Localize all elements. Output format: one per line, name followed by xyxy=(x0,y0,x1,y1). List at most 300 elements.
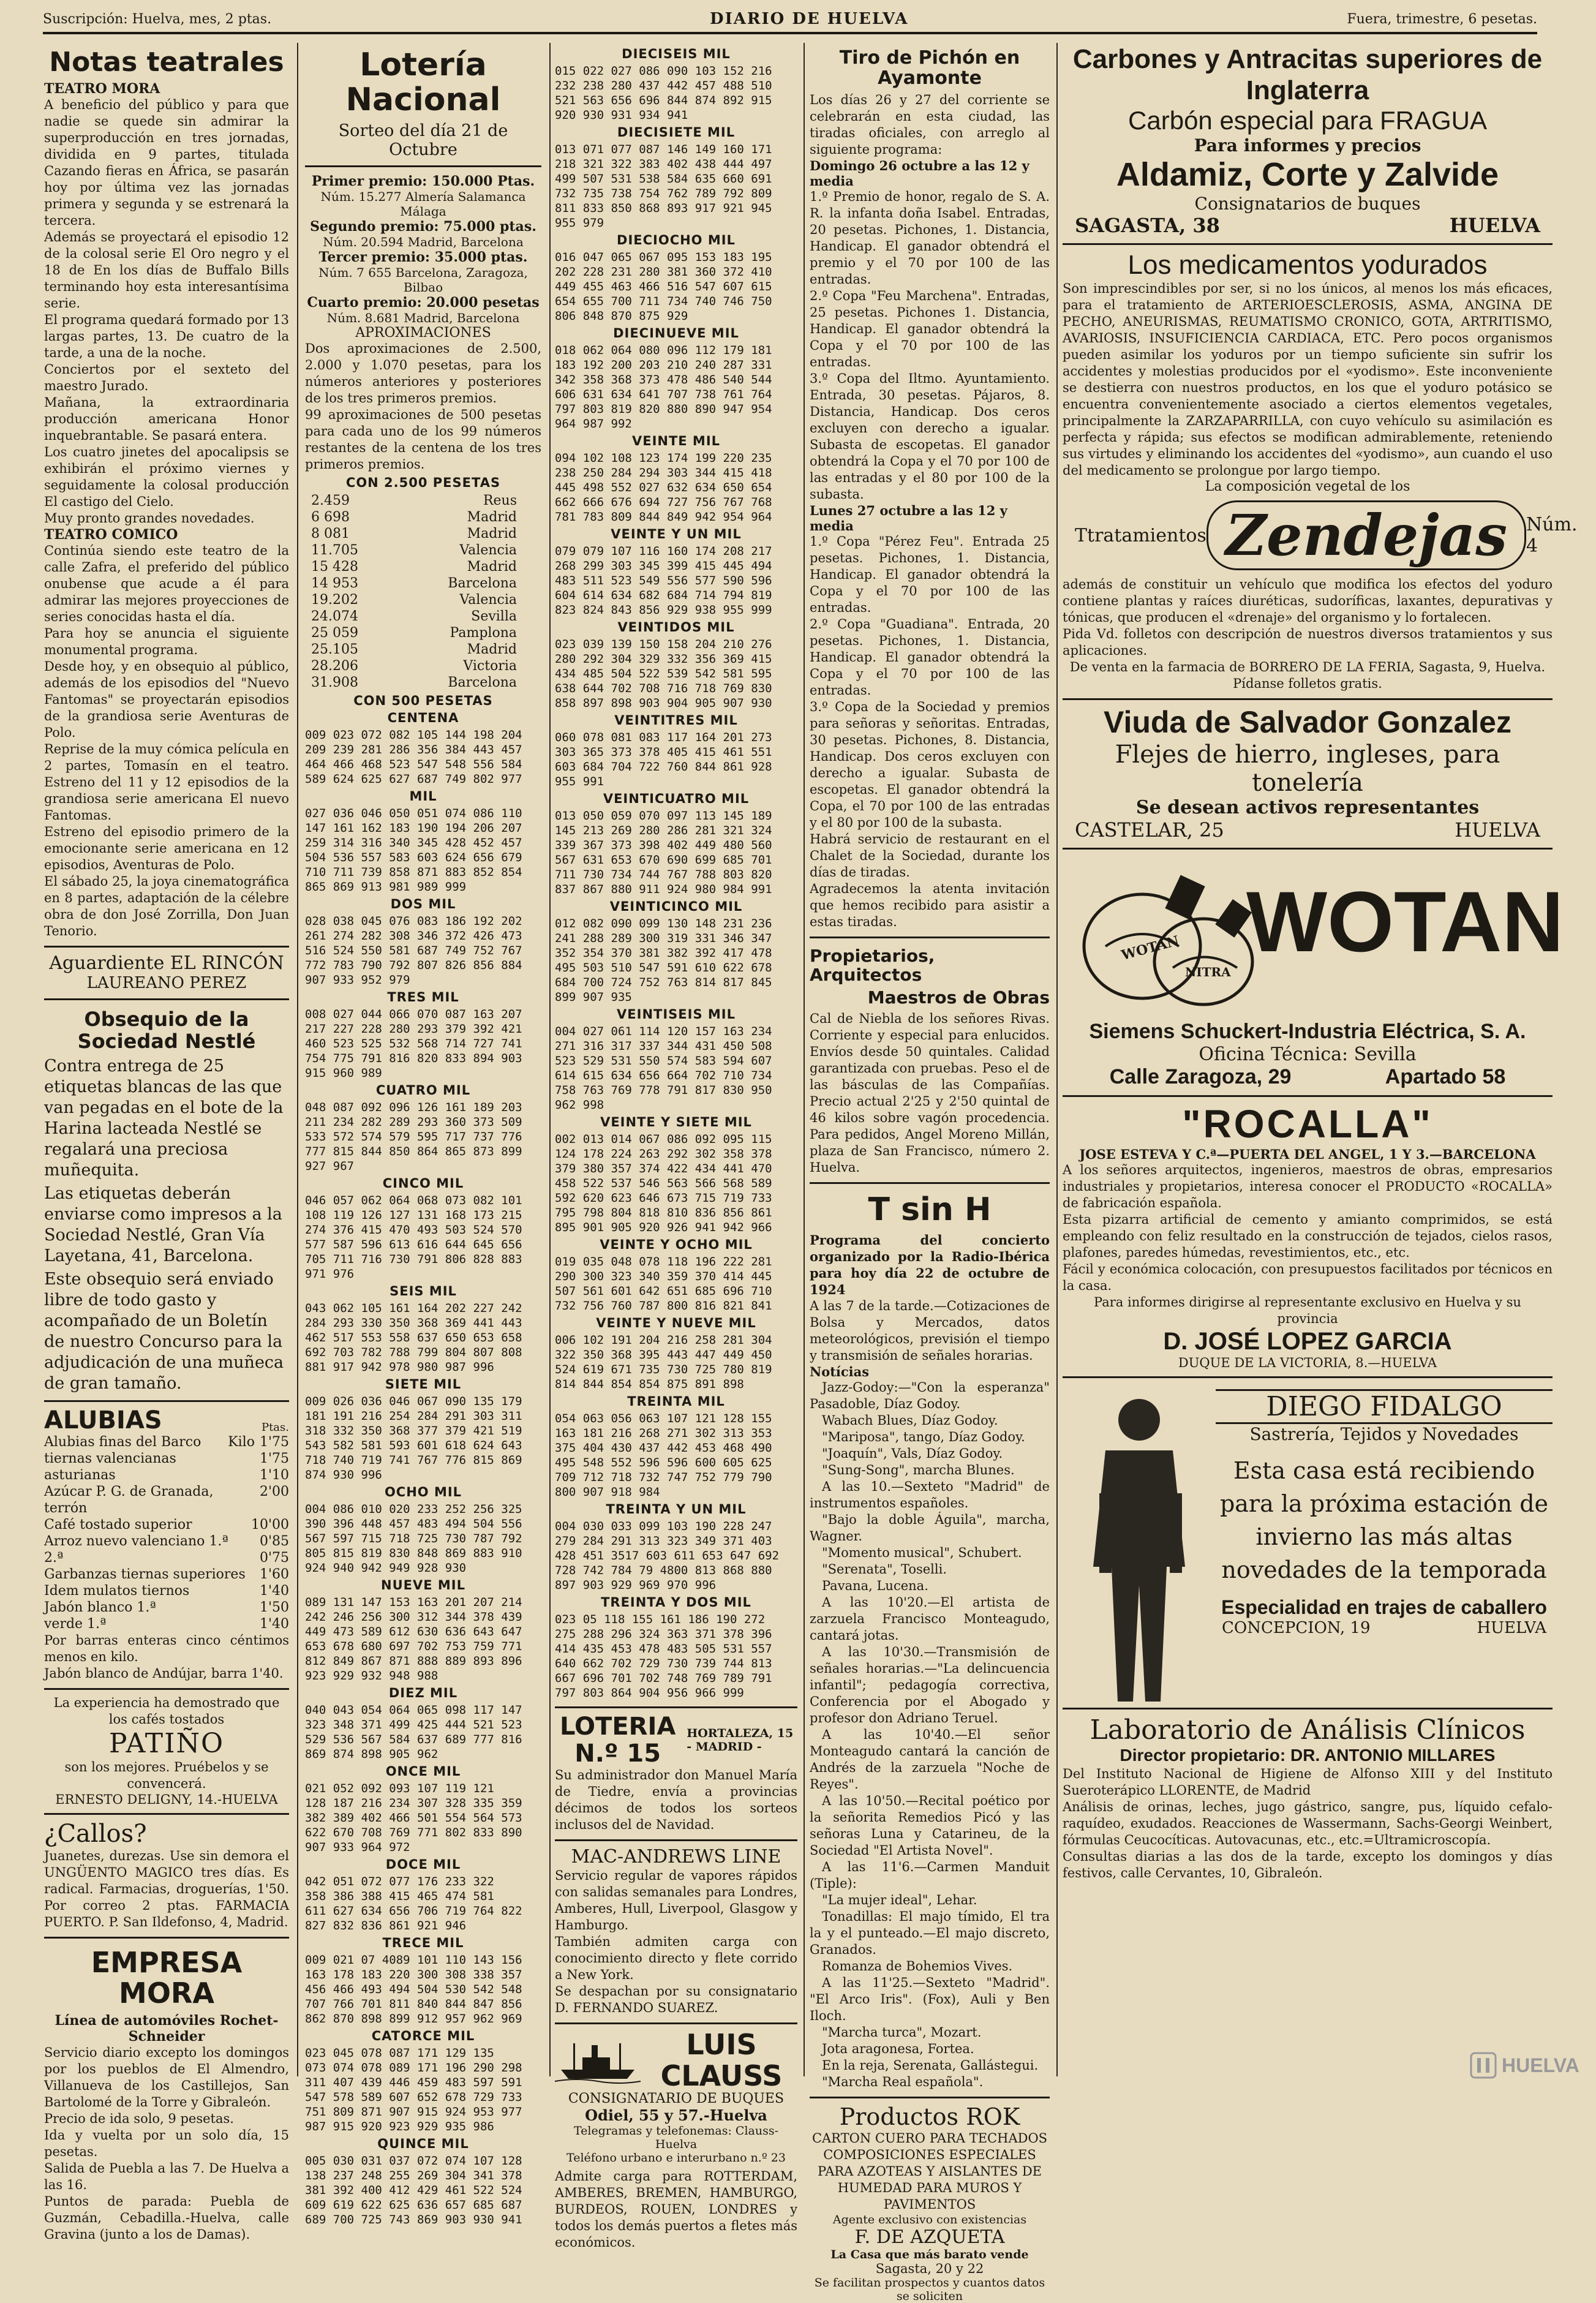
patino-brand: PATIÑO xyxy=(108,1727,225,1759)
price-row xyxy=(44,1583,289,1599)
c2500-city: Valencia xyxy=(459,592,517,608)
yodurados-title: Los medicamentos yodurados xyxy=(1127,250,1488,281)
alubias-note: Por barras enteras cinco céntimos menos en kilo. xyxy=(44,1632,289,1664)
callos-text: Juanetes, durezas. Use sin demora el UNGÜENTO MAGICO tres días. Es radical. Farmacias, droguerías, 1'50. Por correo 2 ptas. FARMACIA PUERTO. P. San Ildefonso, 4, Madrid. xyxy=(44,1848,289,1929)
lottery-group-title: VEINTE MIL xyxy=(631,434,721,448)
lottery-group-numbers: 079 079 107 116 160 174 208 217 268 299 303 345 399 415 445 494 483 511 523 549 556 577 590 596 604 614 634 682 684 714 794 819 823 824 843 856 929 938 955 999 xyxy=(555,545,772,617)
lottery-group-title: CATORCE MIL xyxy=(371,2029,475,2044)
carbones-ad xyxy=(1063,44,1553,237)
nestle-paragraph: Las etiquetas deberán enviarse como impresos a la Sociedad Nestlé, Gran Vía Layetana, 41, Barcelona. xyxy=(44,1183,282,1265)
laboratorio-director: Director propietario: DR. ANTONIO MILLARES xyxy=(1120,1746,1496,1765)
tsh-item: "Serenata", Toselli. xyxy=(822,1561,947,1577)
lottery-group-title: OCHO MIL xyxy=(384,1485,462,1500)
c2500-number: 28.206 xyxy=(311,658,358,674)
carbones-company: Aldamiz, Corte y Zalvide xyxy=(1116,156,1499,194)
lottery-group-numbers: 021 052 092 093 107 119 121 128 187 216 234 307 328 335 359 382 389 402 466 501 554 564 573 622 670 708 769 771 802 833 890 907 933 964 972 xyxy=(305,1782,522,1855)
lottery-group-numbers: 004 086 010 020 233 252 256 325 390 396 448 457 483 494 504 556 567 597 715 718 725 730 787 792 805 815 819 830 848 869 883 910 924 940 942 949 928 930 xyxy=(305,1502,522,1575)
rocalla-paragraph: Esta pizarra artificial de cemento y amianto comprimidos, se está empleando con feliz resultado en la construcción de tejados, cielos rasos, plafones, paredes húmedas, revestimientos, etc., etc. xyxy=(1063,1212,1553,1261)
price-value: 1'75 xyxy=(259,1450,289,1466)
c2500-row xyxy=(305,608,541,625)
lottery-group-numbers: 040 043 054 064 065 098 117 147 323 348 371 499 425 444 521 523 529 536 567 584 637 689 777 816 869 874 898 905 962 xyxy=(305,1703,522,1762)
lottery-group-title: DIEZ MIL xyxy=(388,1686,458,1701)
c2500-number: 14 953 xyxy=(311,576,358,592)
price-value: 10'00 xyxy=(250,1517,289,1532)
prize-label: Tercer premio: 35.000 ptas. xyxy=(318,249,528,266)
c2500-row xyxy=(305,658,541,674)
nestle-paragraph: Contra entrega de 25 etiquetas blancas de las que van pegadas en el bote de la Harina lacteada Nestlé se regalará una preciosa muñequita. xyxy=(44,1056,284,1180)
c2500-number: 25 059 xyxy=(311,625,358,641)
lottery-group-title: TRES MIL xyxy=(387,990,459,1005)
price-item: Azúcar P. G. de Granada, terrón xyxy=(44,1483,214,1516)
tsh-heading: Notícias xyxy=(810,1363,870,1379)
lottery-group-title: SIETE MIL xyxy=(385,1377,462,1392)
lottery-group-numbers: 019 035 048 078 118 196 222 281 290 300 323 340 359 370 414 445 507 561 601 642 651 685 696 710 732 756 760 787 800 816 821 841 xyxy=(555,1255,772,1313)
price-row xyxy=(44,1566,289,1583)
lottery-group-numbers: 089 131 147 153 163 201 207 214 242 246 256 300 312 344 378 439 449 473 589 612 630 636 643 647 653 678 680 697 702 753 759 771 812 849 867 871 888 889 893 896 923 929 932 948 988 xyxy=(305,1596,522,1683)
prize-text: Núm. 15.277 Almería Salamanca Málaga xyxy=(320,189,526,219)
c500-title: CON 500 PESETAS xyxy=(353,693,493,709)
price-row xyxy=(44,1599,289,1616)
tiro-paragraph: Los días 26 y 27 del corriente se celebrarán en esta ciudad, las tiradas oficiales, con arreglo al siguiente programa: xyxy=(810,92,1050,157)
empresa-mora-sub: Línea de automóviles Rochet-Schneider xyxy=(55,2012,279,2045)
notas-teatrales-title: Notas teatrales xyxy=(49,47,284,78)
tsh-item: Jazz-Godoy:—"Con la esperanza" Pasadoble, Díaz Godoy. xyxy=(810,1379,1050,1411)
lottery-group-title: VEINTISEIS MIL xyxy=(617,1007,736,1022)
fidalgo-title: DIEGO FIDALGO xyxy=(1216,1389,1553,1424)
column-rule xyxy=(1056,43,1058,2076)
c2500-row xyxy=(305,625,541,641)
c2500-row xyxy=(305,641,541,658)
clauss-sub: CONSIGNATARIO DE BUQUES xyxy=(568,2091,785,2107)
lottery-group-numbers: 009 023 072 082 105 144 198 204 209 239 281 286 356 384 443 457 464 466 468 523 547 548 556 584 589 624 625 627 687 749 802 977 xyxy=(305,728,522,786)
callos-title: ¿Callos? xyxy=(44,1819,147,1848)
clauss-address: Odiel, 55 y 57.-Huelva xyxy=(585,2106,767,2125)
tiro-title: Tiro de Pichón en Ayamonte xyxy=(839,47,1020,89)
yodurados-comp: La composición vegetal de los xyxy=(1205,479,1410,495)
price-row xyxy=(44,1450,289,1467)
lottery-group-title: VEINTITRES MIL xyxy=(614,713,738,728)
notas-paragraph: Reprise de la muy cómica película en 2 partes, Tomasín en el teatro. Estreno del 11 y 12 episodios de la grandiosa serie americana El nuevo Fantomas. xyxy=(44,742,289,823)
c2500-list xyxy=(305,492,541,691)
propietarios-text: Cal de Niebla de los señores Rivas. Corriente y especial para enlucidos. Envíos desde 50 quintales. Calidad garantizada con pruebas. Peso el de las básculas de las Compañías. Precio actual 2'25 y 2'50 quintal de 46 kilos sobre vagón procedencia. Para pedidos, Angel Moreno Millán, plaza de San Francisco, número 2. Huelva. xyxy=(810,1011,1050,1175)
rocalla-sub: JOSE ESTEVA Y C.ª—PUERTA DEL ANGEL, 1 Y 3.—BARCELONA xyxy=(1079,1147,1536,1163)
tiro-paragraph: 2.º Copa "Feu Marchena". Entradas, 25 pesetas. Pichones 1. Distancia, Handicap. El ganador obtendrá la Copa y el 70 por 100 de las entradas. xyxy=(810,288,1050,369)
c2500-city: Madrid xyxy=(467,559,517,575)
tsh-item: Romanza de Bohemios Vives. xyxy=(822,1958,1013,1973)
tsh-item: A las 10'40.—El señor Monteagudo cantará la canción de Andrés de la zarzuela "Noche de Reyes". xyxy=(810,1727,1050,1792)
nestle-title: Obsequio de la Sociedad Nestlé xyxy=(77,1008,256,1053)
mac-andrews-title: MAC-ANDREWS LINE xyxy=(571,1846,781,1868)
clauss-text: Admite carga para ROTTERDAM, AMBERES, BREMEN, HAMBURGO, BURDEOS, ROUEN, LONDRES y todos los demás puertos a fletes más económicos. xyxy=(555,2169,797,2250)
lottery-group-numbers: 002 013 014 067 086 092 095 115 124 178 224 263 292 302 358 378 379 380 357 374 422 434 441 470 458 522 537 546 563 566 568 589 592 620 623 646 673 715 719 733 795 798 804 818 810 836 856 861 895 901 905 920 926 941 942 966 xyxy=(555,1133,772,1234)
lottery-group-title: ONCE MIL xyxy=(385,1764,461,1779)
teatro-comico-heading: TEATRO COMICO xyxy=(44,527,178,543)
price-row xyxy=(44,1483,289,1517)
price-unit: Kilo xyxy=(228,1434,255,1450)
c2500-number: 25.105 xyxy=(311,642,358,658)
price-item: 2.ª xyxy=(44,1550,64,1566)
nestle-paragraph: Este obsequio será enviado libre de todo gasto y acompañado de un Boletín de nuestro Concurso para la adjudicación de una muñeca de gran tamaño. xyxy=(44,1269,284,1393)
clauss-telegrams: Telegramas y telefonemas: Clauss-Huelva xyxy=(573,2124,779,2152)
lottery-group-title: CUATRO MIL xyxy=(375,1083,471,1098)
tiro-paragraph: 2.º Copa "Guadiana". Entrada, 20 pesetas. Pichones, 1. Distancia, Handicap. El ganador obtendrá la Copa y el 70 por 100 de las entradas. xyxy=(810,617,1050,698)
wotan-ad xyxy=(1063,848,1564,1089)
viuda-sub2: Se desean activos representantes xyxy=(1135,796,1480,818)
c2500-row xyxy=(305,526,541,542)
alubias-title: ALUBIAS xyxy=(44,1406,162,1434)
tsh-item: A las 10.—Sexteto "Madrid" de instrumentos españoles. xyxy=(810,1479,1050,1510)
lottery-group-title: TRECE MIL xyxy=(382,1936,464,1951)
notas-paragraph: Estreno del episodio primero de la emocionante serie americana en 12 episodios, Aventuras de Polo. xyxy=(44,824,289,873)
lottery-group-numbers: 023 05 118 155 161 186 190 272 275 288 296 324 363 371 378 396 414 435 453 478 483 505 531 557 640 662 702 729 730 739 744 813 667 696 701 702 748 769 789 791 797 803 864 904 956 966 999 xyxy=(555,1613,772,1700)
c2500-row xyxy=(305,559,541,575)
column-rule xyxy=(549,43,551,2076)
fidalgo-text: Esta casa está recibiendo para la próxima estación de invierno las más altas novedades de la temporada xyxy=(1219,1457,1549,1584)
price-value: 1'60 xyxy=(259,1566,289,1582)
rok-title: Productos ROK xyxy=(839,2103,1020,2130)
loteria-sub: Sorteo del día 21 de Octubre xyxy=(338,121,508,160)
tiro-paragraph: 3.º Copa de la Sociedad y premios para señoras y señoritas. Entradas, 30 pesetas. Pichones, 8. Distancia, Handicap. Dos ceros excluyen con derecho a igualar. Subasta de escopetas. El ganador obtendrá la Copa, el 70 por 100 de las entradas y el 80 por 100 de la subasta. xyxy=(810,699,1050,830)
c2500-row xyxy=(305,575,541,592)
wotan-office: Oficina Técnica: Sevilla xyxy=(1199,1043,1417,1065)
rocalla-agent: D. JOSÉ LOPEZ GARCIA xyxy=(1163,1328,1452,1355)
viuda-address: CASTELAR, 25 xyxy=(1075,818,1224,842)
tsh-item: En la reja, Serenata, Gallástegui. xyxy=(822,2057,1039,2073)
price-value: 1'40 xyxy=(259,1616,289,1632)
price-row xyxy=(44,1467,289,1483)
c2500-row xyxy=(305,509,541,526)
price-item: Alubias finas del Barco xyxy=(44,1434,201,1450)
aguardiente-title: Aguardiente EL RINCÓN xyxy=(49,952,284,974)
tsh-item: "Marcha Real española". xyxy=(822,2074,984,2089)
lottery-group-numbers: 094 102 108 123 174 199 220 235 238 250 284 294 303 344 415 418 445 498 552 027 632 634 650 654 662 666 676 694 727 756 767 768 781 783 809 844 849 942 954 964 xyxy=(555,451,772,524)
lottery-group-title: DIECINUEVE MIL xyxy=(613,326,739,341)
c2500-city: Victoria xyxy=(463,658,517,674)
alubias-jabon: Jabón blanco de Andújar, barra 1'40. xyxy=(44,1665,284,1681)
notas-paragraph: Conciertos por el sexteto del maestro Jurado. xyxy=(44,362,289,394)
prize-text: Núm. 20.594 Madrid, Barcelona xyxy=(323,235,524,250)
prize-text: Núm. 8.681 Madrid, Barcelona xyxy=(326,311,520,326)
laboratorio-ad xyxy=(1063,1708,1553,1881)
lottery-group-numbers: 054 063 056 063 107 121 128 155 163 181 216 268 271 302 313 353 375 404 430 437 442 453 468 490 495 548 552 596 596 600 605 625 709 712 718 732 747 752 779 790 800 907 918 984 xyxy=(555,1412,772,1499)
alubias-unit: Ptas. xyxy=(261,1420,289,1434)
c2500-city: Barcelona xyxy=(448,576,517,592)
patino-text: son los mejores. Pruébelos y se convencerá. xyxy=(64,1759,269,1791)
yodurados-text: Son imprescindibles por ser, si no los únicos, al menos los más eficaces, para el tratamiento de ARTERIOESCLEROSIS, ASMA, ANGINA DE PECHO, ANEURISMAS, REUMATISMO CRONICO, GOTA, ARTRITISMO, AVARIOSIS, INSUFICIENCIA CARDIACA, ETC. Pero pocos organismos pueden asimilar los yoduros por un tiempo suficiente sin sufrir los accidentes y molestias producidos por el «yodismo». Este inconveniente se destierra con nuestros productos, en los que el yoduro potásico se encuentra convenientemente asociado a ciertos elementos vegetales, principalmente la ZARZAPARRILLA, con cuyo vehículo su asimilación es perfecta y rápida; sus efectos se modifican admirablemente, reteniendo sus virtudes y eliminando los accidentes del «yodismo», aun cuando el uso del medicamento se prolongue por largo tiempo. xyxy=(1063,281,1553,478)
alubias-ad xyxy=(44,1400,289,1682)
wotan-address: Calle Zaragoza, 29 xyxy=(1109,1065,1292,1088)
c2500-city: Valencia xyxy=(459,543,517,559)
prize-label: Segundo premio: 75.000 ptas. xyxy=(310,219,536,235)
c2500-number: 6 698 xyxy=(311,510,350,526)
tsh-title: T sin H xyxy=(868,1191,992,1229)
viuda-city: HUELVA xyxy=(1455,818,1540,842)
rok-slogan: La Casa que más barato vende xyxy=(830,2247,1029,2261)
price-item: Garbanzas tiernas superiores xyxy=(44,1566,246,1582)
wotan-lamp-label2: NITRA xyxy=(1185,964,1231,979)
tsh-item: A las 10'30.—Transmisión de señales horarias.—"La delincuencia infantil"; pedagogía correctiva, Conferencia por el Abogado y profesor don Adriano Teruel. xyxy=(810,1644,1050,1725)
tsh-item: "Momento musical", Schubert. xyxy=(822,1545,1022,1560)
empresa-paragraph: Salida de Puebla a las 7. De Huelva a las 16. xyxy=(44,2160,289,2192)
notas-paragraph: Para hoy se anuncia el siguiente monumental programa. xyxy=(44,626,289,658)
tsh-sub: Programa del concierto organizado por la Radio-Ibérica para hoy día 22 de octubre de 1924 xyxy=(810,1232,1050,1297)
tsh-item: "Marcha turca", Mozart. xyxy=(822,2024,982,2040)
column-1 xyxy=(44,44,289,2242)
lottery-group-numbers: 012 082 090 099 130 148 231 236 241 288 289 300 319 331 346 347 352 354 370 381 382 392 417 478 495 503 510 547 591 610 622 678 684 700 724 752 763 814 817 845 899 907 935 xyxy=(555,917,772,1004)
fidalgo-sub: Sastrería, Tejidos y Novedades xyxy=(1249,1424,1519,1445)
yodurados-text3: Pida Vd. folletos con descripción de nuestros diversos tratamientos y sus aplicaciones. xyxy=(1063,627,1553,658)
archive-logo-icon xyxy=(1470,2052,1497,2079)
loteria15-title: LOTERIA N.º 15 xyxy=(559,1713,676,1768)
empresa-mora-ad xyxy=(44,1937,289,2243)
lottery-group-title: NUEVE MIL xyxy=(381,1578,465,1593)
lottery-group-numbers: 013 050 059 070 097 113 145 189 145 213 269 280 286 281 321 324 339 367 373 398 402 449 480 560 567 631 653 670 690 699 685 701 711 730 734 744 767 788 803 820 837 867 880 911 924 980 984 991 xyxy=(555,809,772,896)
column-rule xyxy=(297,43,298,2076)
lottery-group-title: VEINTE Y OCHO MIL xyxy=(600,1237,753,1252)
gentleman-figure-icon xyxy=(1063,1383,1210,1702)
tsh-item: "Mariposa", tango, Díaz Godoy. xyxy=(822,1429,1025,1444)
c2500-number: 24.074 xyxy=(311,609,358,625)
patino-address: ERNESTO DELIGNY, 14.-HUELVA xyxy=(55,1792,278,1807)
watermark-text: HUELVA xyxy=(1502,2054,1579,2076)
carbones-city: HUELVA xyxy=(1449,214,1540,238)
c2500-number: 2.459 xyxy=(311,493,350,509)
lottery-group-numbers: 005 030 031 037 072 074 107 128 138 237 248 255 269 304 341 378 381 392 400 412 429 461 522 524 609 619 622 625 636 657 685 687 689 700 725 743 869 903 930 941 xyxy=(305,2154,522,2227)
teatro-mora-heading: TEATRO MORA xyxy=(44,81,160,97)
tsh-item: Jota aragonesa, Fortea. xyxy=(822,2041,974,2056)
laboratorio-paragraph: Consultas diarias a las dos de la tarde, excepto los domingos y días festivos, calle Cervantes, 10, Gibraleón. xyxy=(1063,1849,1553,1880)
tiro-paragraph: 3.º Copa del Iltmo. Ayuntamiento. Entrada, 30 pesetas. Pájaros, 8. Distancia, Handicap. Dos ceros excluyen con derecho a igualar. Subasta de escopetas. El ganador obtendrá la Copa y el 70 por 100 de las entradas y el 80 por 100 de la subasta. xyxy=(810,371,1050,502)
c2500-city: Reus xyxy=(483,493,517,509)
mac-andrews-ad xyxy=(555,1839,797,2016)
lottery-group-numbers: 004 027 061 114 120 157 163 234 271 316 317 337 344 431 450 508 523 529 531 550 574 583 594 607 614 615 634 656 664 702 710 734 758 763 769 778 791 817 830 950 962 998 xyxy=(555,1025,772,1112)
aguardiente-ad xyxy=(44,946,289,992)
c2500-number: 31.908 xyxy=(311,675,358,691)
lottery-group-numbers: 028 038 045 076 083 186 192 202 261 274 282 308 346 372 426 473 516 524 550 581 687 749 752 767 772 783 790 792 807 826 856 884 907 933 952 979 xyxy=(305,914,522,987)
column-5 xyxy=(1063,44,1578,2078)
price-value: 0'75 xyxy=(259,1550,289,1566)
aprox-title: APROXIMACIONES xyxy=(355,325,491,341)
viuda-sub: Flejes de hierro, ingleses, para tonelería xyxy=(1115,740,1500,797)
rok-address: Sagasta, 20 y 22 xyxy=(875,2261,984,2276)
carbones-role: Consignatarios de buques xyxy=(1194,194,1421,214)
c2500-city: Madrid xyxy=(467,526,517,542)
price-value: 1'75 xyxy=(259,1434,289,1450)
masthead-rates: Fuera, trimestre, 6 pesetas. xyxy=(1347,11,1537,27)
c2500-city: Sevilla xyxy=(471,609,517,625)
lottery-group-numbers: 013 071 077 087 146 149 160 171 218 321 322 383 402 438 444 497 499 507 531 538 584 635 660 691 732 735 738 754 762 789 792 809 811 833 850 868 893 917 921 945 955 979 xyxy=(555,143,772,230)
lottery-group-title: QUINCE MIL xyxy=(377,2136,469,2152)
notas-paragraph: A beneficio del público y para que nadie se quede sin admirar la superproducción en tres jornadas, dividida en 9 partes, titulada Cazando fieras en África, se pasarán hoy por última vez las jornadas primera y segunda y se estrenará la tercera. xyxy=(44,97,289,228)
empresa-paragraph: Precio de ida solo, 9 pesetas. xyxy=(44,2111,234,2126)
price-item: Arroz nuevo valenciano 1.ª xyxy=(44,1533,228,1549)
tsh-item: Pavana, Lucena. xyxy=(822,1578,928,1593)
propietarios-title: Propietarios, Arquitectos xyxy=(810,946,935,985)
notas-paragraph: Mañana, la extraordinaria producción americana Honor inquebrantable. Se pasará entera. xyxy=(44,395,289,443)
zendejas-number: Núm. 4 xyxy=(1526,514,1578,557)
tsh-article xyxy=(810,1182,1050,2090)
wotan-lamp-label: WOTAN xyxy=(1120,932,1181,963)
tiro-heading: Lunes 27 octubre a las 12 y media xyxy=(810,503,1007,533)
fidalgo-address: CONCEPCION, 19 xyxy=(1222,1619,1371,1638)
lottery-group-title: MIL xyxy=(409,789,437,804)
notas-paragraph: Además se proyectará el episodio 12 de la colosal serie El Oro negro y el 18 de En los días de Buffalo Bills terminando hoy esta interesantísima serie. xyxy=(44,230,289,311)
price-item: tiernas valencianas xyxy=(44,1450,176,1466)
carbones-sub: Carbón especial para FRAGUA xyxy=(1128,106,1487,135)
wotan-apartado: Apartado 58 xyxy=(1385,1065,1506,1088)
c2500-row xyxy=(305,492,541,509)
rocalla-paragraph: Para informes dirigirse al representante exclusivo en Huelva y su provincia xyxy=(1094,1295,1521,1327)
laboratorio-paragraph: Del Instituto Nacional de Higiene de Alfonso XIII y del Instituto Sueroterápico LLORENTE, de Madrid xyxy=(1063,1766,1553,1798)
lottery-group-numbers: 009 026 036 046 067 090 135 179 181 191 216 254 284 291 303 311 318 332 350 368 377 379 421 519 543 582 581 593 601 618 624 643 718 740 719 741 767 776 815 869 874 930 996 xyxy=(305,1395,522,1482)
c2500-city: Barcelona xyxy=(448,675,517,691)
lottery-group-title: DIECIOCHO MIL xyxy=(617,233,736,247)
notas-paragraph: Muy pronto grandes novedades. xyxy=(44,511,255,526)
lottery-group-numbers: 048 087 092 096 126 161 189 203 211 234 282 289 293 360 373 509 533 572 574 579 595 717 737 776 777 815 844 850 864 865 873 899 927 967 xyxy=(305,1101,522,1174)
lottery-group-numbers: 027 036 046 050 051 074 086 110 147 161 162 183 190 194 206 207 259 314 316 340 345 428 452 457 504 536 557 583 603 624 656 679 710 711 739 858 871 883 852 854 865 869 913 981 989 999 xyxy=(305,807,522,894)
lottery-group-numbers: 042 051 072 077 176 233 322 358 386 388 415 465 474 581 611 627 634 656 706 719 764 822 827 832 836 861 921 946 xyxy=(305,1875,522,1933)
archive-watermark xyxy=(1470,2052,1579,2079)
c2500-city: Madrid xyxy=(467,510,517,526)
tsh-item: Tonadillas: El majo tímido, El tra la y el punteado.—El majo discreto, Granados. xyxy=(810,1909,1050,1957)
price-list xyxy=(44,1434,289,1632)
rocalla-paragraph: Fácil y económica colocación, con presupuestos facilitados por técnicos en la casa. xyxy=(1063,1262,1553,1294)
yodurados-text4: De venta en la farmacia de BORRERO DE LA FERIA, Sagasta, 9, Huelva. xyxy=(1069,660,1546,675)
price-row xyxy=(44,1616,289,1632)
carbones-info: Para informes y precios xyxy=(1194,135,1421,156)
price-item: verde 1.ª xyxy=(44,1616,107,1632)
price-value: 1'10 xyxy=(259,1467,289,1483)
clauss-phone: Teléfono urbano e interurbano n.º 23 xyxy=(567,2151,786,2165)
tsh-list xyxy=(810,1379,1050,2090)
lottery-group-numbers: 004 030 033 099 103 190 228 247 279 284 291 313 323 349 371 403 428 451 3517 603 611 653 647 692 728 742 784 79 4800 813 868 880 897 903 929 969 970 996 xyxy=(555,1520,780,1592)
tsh-item: A las 11'6.—Carmen Manduit (Tiple): xyxy=(810,1859,1050,1891)
price-value: 1'50 xyxy=(259,1599,289,1615)
notas-paragraph: Los cuatro jinetes del apocalipsis se exhibirán el próximo viernes y seguidamente la colosal producción El castigo del Cielo. xyxy=(44,445,289,510)
lottery-groups xyxy=(555,47,797,1700)
ship-icon xyxy=(555,2036,641,2085)
patino-ad xyxy=(44,1688,289,1807)
lottery-group-numbers: 008 027 044 066 070 087 163 207 217 227 228 280 293 379 392 421 460 523 525 532 568 714 727 741 754 775 791 816 820 833 894 903 915 960 989 xyxy=(305,1008,522,1080)
lottery-group-title: TREINTA Y UN MIL xyxy=(606,1502,747,1517)
lottery-group-title: DOS MIL xyxy=(390,897,456,912)
lottery-group-numbers: 016 047 065 067 095 153 183 195 202 228 231 280 381 360 372 410 449 455 463 466 516 547 607 615 654 655 700 711 734 740 746 750 806 848 870 875 929 xyxy=(555,251,772,323)
price-item: Café tostado superior xyxy=(44,1517,192,1532)
rocalla-ad xyxy=(1063,1095,1553,1371)
lottery-group-title: VEINTIDOS MIL xyxy=(617,620,735,635)
yodurados-ad xyxy=(1063,243,1578,692)
tiro-paragraph: 1.º Premio de honor, regalo de S. A. R. la infanta doña Isabel. Entradas, 20 pesetas. Pichones, 1. Distancia, Handicap. El ganador obtendrá el premio y el 70 por 100 de las entradas. xyxy=(810,189,1050,287)
viuda-title: Viuda de Salvador Gonzalez xyxy=(1104,705,1511,740)
tsh-item: "Sung-Song", marcha Blunes. xyxy=(822,1462,1015,1477)
c2500-number: 11.705 xyxy=(311,543,358,559)
wotan-company: Siemens Schuckert-Industria Eléctrica, S. A. xyxy=(1089,1019,1526,1043)
empresa-paragraph: Puntos de parada: Puebla de Guzmán, Cebadilla.-Huelva, calle Gravina (junto a los de Damas). xyxy=(44,2193,289,2242)
price-value: 2'00 xyxy=(259,1483,289,1499)
c2500-city: Madrid xyxy=(467,642,517,658)
lottery-group-title: VEINTICINCO MIL xyxy=(609,899,743,914)
lottery-group-numbers: 043 062 105 161 164 202 227 242 284 293 330 350 368 369 441 443 462 517 553 558 637 650 653 658 692 703 782 788 799 804 807 808 881 917 942 978 980 987 996 xyxy=(305,1302,522,1374)
lottery-group-numbers: 023 039 139 150 158 204 210 276 280 292 304 329 332 356 369 415 434 485 504 522 539 542 581 595 638 644 702 708 716 718 769 830 858 897 898 903 904 905 907 930 xyxy=(555,638,772,710)
price-value: 1'40 xyxy=(259,1583,289,1599)
c2500-city: Pamplona xyxy=(450,625,517,641)
mac-paragraph: Se despachan por su consignatario D. FERNANDO SUAREZ. xyxy=(555,1984,797,2015)
nestle-ad xyxy=(44,998,289,1393)
lottery-group-numbers: 046 057 062 064 068 073 082 101 108 119 126 127 131 168 173 215 274 376 415 470 493 503 524 570 577 587 596 613 616 644 645 656 705 711 716 730 791 806 828 883 971 976 xyxy=(305,1194,522,1281)
empresa-paragraph: Servicio diario excepto los domingos por los pueblos de El Almendro, Villanueva de los Castillejos, San Bartolomé de la Torre y Gibraleón. xyxy=(44,2045,289,2109)
c2500-number: 19.202 xyxy=(311,592,358,608)
price-row xyxy=(44,1434,289,1450)
loteria15-ad xyxy=(555,1706,797,1833)
aprox-paragraph: 99 aproximaciones de 500 pesetas para cada uno de los 99 números restantes de la centena de los tres primeros premios. xyxy=(305,407,541,472)
propietarios-title2: Maestros de Obras xyxy=(867,987,1050,1008)
aguardiente-owner: LAUREANO PEREZ xyxy=(86,974,247,993)
prize-label: Cuarto premio: 20.000 pesetas xyxy=(307,295,540,311)
lottery-group-numbers: 060 078 081 083 117 164 201 273 303 365 373 378 405 415 461 551 603 684 704 722 760 844 861 928 955 991 xyxy=(555,731,772,788)
loteria15-text: Su administrador don Manuel María de Tiedre, envía a provincias décimos de todos los sorteos inclusos del de Navidad. xyxy=(555,1768,797,1832)
c2500-row xyxy=(305,592,541,608)
lottery-group-title: DIECISIETE MIL xyxy=(617,125,736,140)
notas-paragraph: Desde hoy, y en obsequio al público, además de los episodios del "Nuevo Fantomas" se proyectarán episodios de la grandiosa serie Aventuras de Polo. xyxy=(44,659,289,741)
c2500-row xyxy=(305,542,541,559)
c2500-number: 15 428 xyxy=(311,559,358,575)
lottery-group-numbers: 006 102 191 204 216 258 281 304 322 350 368 395 443 447 449 450 524 619 671 735 730 725 780 819 814 844 854 854 875 891 898 xyxy=(555,1333,772,1391)
c2500-number: 8 081 xyxy=(311,526,350,542)
tiro-paragraph: Habrá servicio de restaurant en el Chalet de la Sociedad, durante los días de tiradas. xyxy=(810,832,1050,880)
empresa-mora-title: EMPRESA MORA xyxy=(91,1945,243,2010)
tsh-item: Wabach Blues, Díaz Godoy. xyxy=(822,1412,998,1428)
tsh-item: "La mujer ideal", Lehar. xyxy=(822,1892,977,1907)
lottery-group-title: DIECISEIS MIL xyxy=(622,47,731,61)
luis-clauss-ad xyxy=(555,2022,797,2251)
price-row xyxy=(44,1517,289,1533)
lottery-group-title: TREINTA Y DOS MIL xyxy=(601,1595,751,1610)
masthead-subscription: Suscripción: Huelva, mes, 2 ptas. xyxy=(43,11,272,27)
fidalgo-city: HUELVA xyxy=(1477,1619,1546,1638)
lottery-group-title: SEIS MIL xyxy=(390,1284,457,1299)
zendejas-logo: Zendejas xyxy=(1206,500,1526,570)
viuda-ad xyxy=(1063,698,1553,842)
price-item: Idem mulatos tiernos xyxy=(44,1583,190,1599)
tsh-item: A las 11'25.—Sexteto "Madrid". "El Arco Iris". (Fox), Auli y Ben Iloch. xyxy=(810,1975,1050,2023)
prize-label: Primer premio: 150.000 Ptas. xyxy=(311,173,535,190)
loteria-title: Lotería Nacional xyxy=(345,47,501,119)
mac-paragraph: Servicio regular de vapores rápidos con salidas semanales para Londres, Amberes, Hull, Liverpool, Glasgow y Hamburgo. xyxy=(555,1868,797,1932)
lottery-groups xyxy=(305,710,541,2227)
c2500-row xyxy=(305,674,541,691)
rocalla-paragraph: A los señores arquitectos, ingenieros, maestros de obras, empresarios industriales y propietarios, interesa conocer el PRODUCTO «ROCALLA» de fabricación española. xyxy=(1063,1163,1553,1211)
fidalgo-specialty: Especialidad en trajes de caballero xyxy=(1221,1596,1547,1619)
column-3 xyxy=(555,44,797,2250)
masthead xyxy=(43,6,1537,34)
lottery-group-title: VEINTE Y UN MIL xyxy=(611,527,742,541)
tiro-heading: Domingo 26 octubre a las 12 y media xyxy=(810,158,1029,189)
column-2 xyxy=(305,44,541,2227)
lottery-group-title: TREINTA MIL xyxy=(627,1394,725,1409)
yodurados-text2: además de constituir un vehículo que modifica los efectos del yoduro contiene plantas y raíces diuréticas, sudoríficas, laxantes, depurativas y tónicas, que producen el «drenaje» del organismo y lo fortalecen. xyxy=(1063,577,1553,625)
notas-paragraph: El programa quedará formado por 13 largas partes, 13. De cuatro de la tarde, a una de la noche. xyxy=(44,312,289,361)
tsh-item: "Bajo la doble Águila", marcha, Wagner. xyxy=(810,1512,1050,1544)
tiro-paragraph: 1.º Copa "Pérez Feu". Entrada 25 pesetas. Pichones, 1. Distancia, Handicap. El ganador obtendrá la Copa y el 70 por 100 de las entradas. xyxy=(810,534,1050,615)
rok-footer: Se facilitan prospectos y cuantos datos se soliciten xyxy=(814,2275,1045,2303)
fidalgo-ad xyxy=(1063,1376,1553,1702)
lottery-group-title: DOCE MIL xyxy=(385,1857,461,1872)
column-4 xyxy=(810,44,1050,2303)
propietarios-ad xyxy=(810,937,1050,1176)
rok-ad xyxy=(810,2097,1050,2303)
luis-clauss-title: LUIS CLAUSS xyxy=(660,2028,783,2092)
wotan-logo: WOTAN xyxy=(1246,873,1564,970)
